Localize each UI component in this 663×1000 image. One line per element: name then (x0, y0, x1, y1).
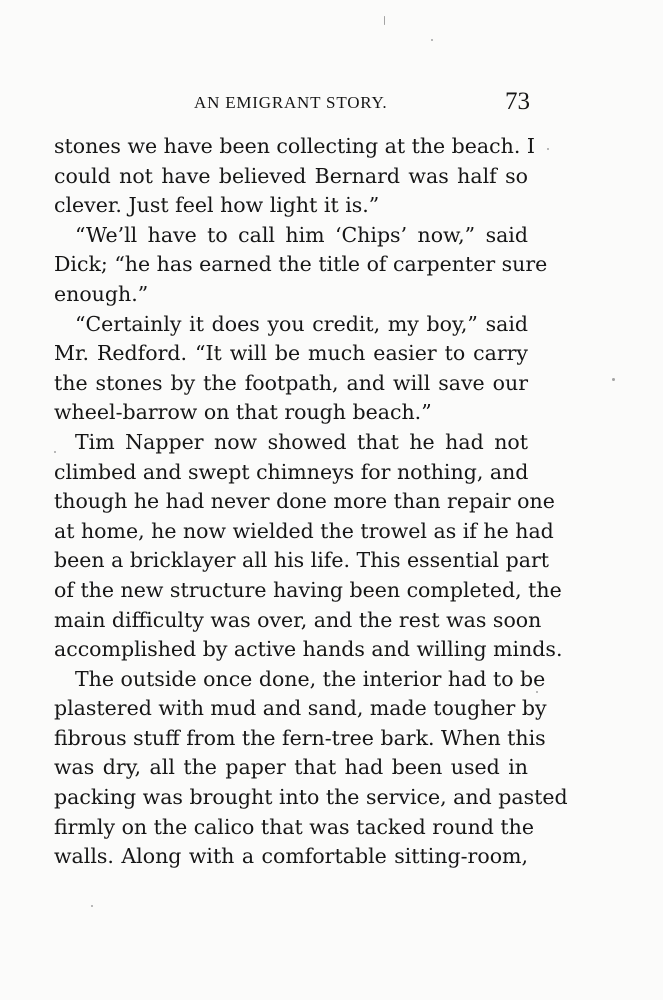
text-line: though he had never done more than repair one (54, 489, 555, 514)
text-line: stones we have been collecting at the beach. I (54, 134, 535, 158)
text-line: of the new structure having been completed, the (54, 577, 562, 602)
page-number: 73 (505, 88, 530, 115)
text-line: the stones by the footpath, and will save our (54, 370, 528, 395)
text-line: Tim Napper now showed that he had not (75, 429, 528, 454)
text-line: main difficulty was over, and the rest was soon (54, 607, 542, 632)
text-line: at home, he now wielded the trowel as if he had (54, 518, 554, 543)
text-line: plastered with mud and sand, made tougher by (54, 696, 547, 721)
text-line: been a bricklayer all his life. This essential part (54, 548, 549, 573)
text-line: fibrous stuff from the fern-tree bark. When this (54, 725, 546, 750)
paper-speck (54, 451, 56, 453)
body-text (54, 132, 568, 872)
running-header (0, 88, 663, 118)
text-line: walls. Along with a comfortable sitting-room, (54, 844, 528, 869)
paper-speck (91, 905, 93, 907)
paper-speck (384, 16, 385, 25)
text-line: wheel-barrow on that rough beach.” (54, 400, 432, 425)
paper-speck (431, 39, 433, 41)
text-line: accomplished by active hands and willing minds. (54, 637, 563, 662)
text-line: “We’ll have to call him ‘Chips’ now,” said (75, 222, 528, 247)
running-title: AN EMIGRANT STORY. (194, 93, 388, 112)
text-line: firmly on the calico that was tacked round the (54, 814, 534, 839)
text-line: Dick; “he has earned the title of carpenter sure (54, 252, 548, 277)
text-line: climbed and swept chimneys for nothing, and (54, 459, 529, 484)
text-line: Mr. Redford. “It will be much easier to carry (54, 341, 528, 366)
text-line: clever. Just feel how light it is.” (54, 193, 380, 218)
paper-speck (547, 148, 549, 150)
text-line: could not have believed Bernard was half so (54, 163, 528, 188)
paper-speck (536, 691, 538, 693)
text-line: “Certainly it does you credit, my boy,” said (75, 311, 528, 336)
text-line: The outside once done, the interior had to be (75, 666, 546, 691)
text-line: packing was brought into the service, and pasted (54, 785, 568, 810)
text-line: enough.” (54, 281, 149, 306)
paper-speck (612, 378, 615, 381)
text-line: was dry, all the paper that had been used in (54, 755, 528, 780)
